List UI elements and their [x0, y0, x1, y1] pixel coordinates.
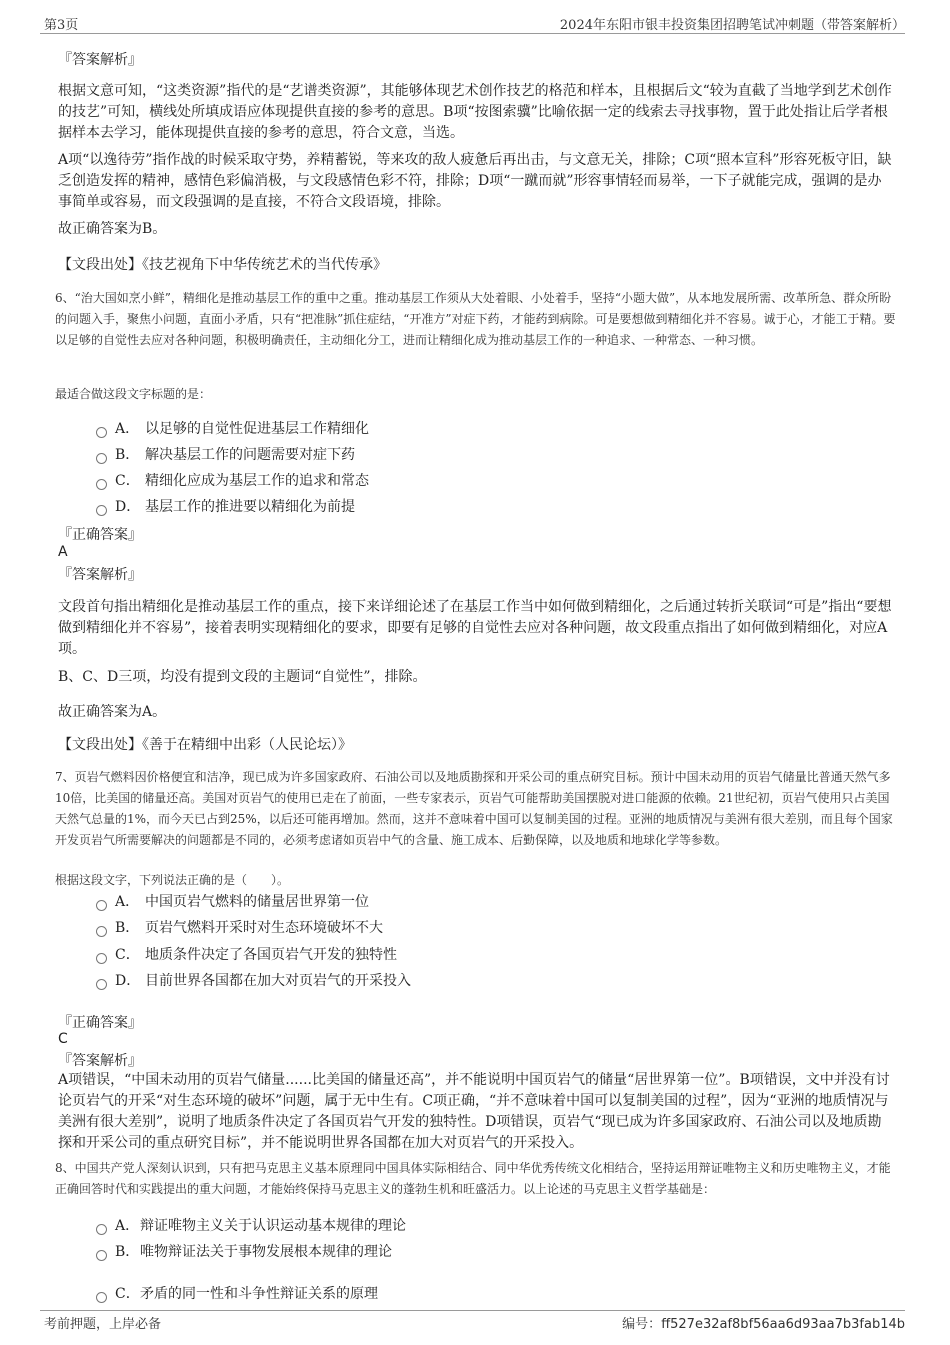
document-title: 2024年东阳市银丰投资集团招聘笔试冲刺题（带答案解析）	[559, 18, 905, 33]
analysis-paragraph: 根据文意可知，“这类资源”指代的是“艺谱类资源”，其能够体现艺术创作技艺的格范和样本，且根据后文“较为直截了当地学到艺术创作的技艺”可知，横线处所填成语应体现提供直接的参考的意思。B项“按图索骥”比喻依据一定的线索去寻找事物，置于此处指让后学者根据样本去学习，能体现提供直接的参考的意思，符合文意，当选。	[58, 83, 892, 141]
analysis-paragraph: 文段首句指出精细化是推动基层工作的重点，接下来详细论述了在基层工作当中如何做到精细化，之后通过转折关联词“可是”指出“要想做到精细化并不容易”，接着表明实现精细化的要求，即要有足够的自觉性去应对各种问题，故文段重点指出了如何做到精细化，对应A项。	[58, 599, 892, 657]
page-number: 第3页	[44, 18, 79, 33]
correct-answer: A	[58, 544, 68, 560]
question-8-text: 8、中国共产党人深刻认识到，只有把马克思主义基本原理同中国具体实际相结合、同中华优秀传统文化相结合，坚持运用辩证唯物主义和历史唯物主义，才能正确回答时代和实践提出的重大问题，才能始终保持马克思主义的蓬勃生机和旺盛活力。以上论述的马克思主义哲学基础是：	[55, 1161, 891, 1196]
footer-divider	[40, 1310, 905, 1311]
radio-icon[interactable]	[96, 953, 107, 964]
analysis-paragraph: A项“以逸待劳”指作战的时候采取守势，养精蓄锐，等来攻的敌人疲惫后再出击，与文意无关，排除；C项“照本宣科”形容死板守旧，缺乏创造发挥的精神，感情色彩偏消极，与文段感情色彩不符，排除；D项“一蹴而就”形容事情轻而易举，一下子就能完成，强调的是办事简单或容易，而文段强调的是直接，不符合文段语境，排除。	[58, 152, 892, 210]
radio-icon[interactable]	[96, 979, 107, 990]
answer-conclusion: 故正确答案为B。	[58, 221, 167, 237]
analysis-label: 『答案解析』	[58, 567, 142, 583]
radio-icon[interactable]	[96, 1224, 107, 1235]
document-id	[622, 1313, 905, 1332]
analysis-label: 『答案解析』	[58, 1053, 142, 1069]
analysis-paragraph: B、C、D三项，均没有提到文段的主题词“自觉性”，排除。	[58, 669, 427, 685]
radio-icon[interactable]	[96, 1250, 107, 1261]
correct-answer: C	[58, 1031, 68, 1047]
radio-icon[interactable]	[96, 1292, 107, 1303]
answer-conclusion: 故正确答案为A。	[58, 704, 167, 720]
analysis-paragraph: A项错误，“中国未动用的页岩气储量......比美国的储量还高”，并不能说明中国页岩气的储量“居世界第一位”。B项错误，文中并没有讨论页岩气的开采“对生态环境的破坏”问题，属于无中生有。C项正确，“并不意味着中国可以复制美国的过程”，因为“亚洲的地质情况与美洲有很大差别”，说明了地质条件决定了各国页岩气开发的独特性。D项错误，页岩气“现已成为许多国家政府、石油公司以及地质勘探和开采公司的重点研究目标”，并不能说明世界各国都在加大对页岩气的开采投入。	[58, 1072, 890, 1151]
radio-icon[interactable]	[96, 505, 107, 516]
radio-icon[interactable]	[96, 926, 107, 937]
question-6-text: 6、“治大国如烹小鲜”，精细化是推动基层工作的重中之重。推动基层工作须从大处着眼、小处着手，坚持“小题大做”，从本地发展所需、改革所急、群众所盼的问题入手，聚焦小问题，直面小矛盾，只有“把准脉”抓住症结，“开准方”对症下药，才能药到病除。可是要想做到精细化并不容易。诚于心，才能工于精。要以足够的自觉性去应对各种问题，积极明确责任，主动细化分工，进而让精细化成为推动基层工作的一种追求、一种常态、一种习惯。	[55, 291, 896, 347]
document-id-code: ff527e32af8bf56aa6d93aa7b3fab14b	[661, 1317, 905, 1332]
correct-answer-label: 『正确答案』	[58, 1015, 142, 1031]
question-7-prompt: 根据这段文字，下列说法正确的是（ ）。	[55, 873, 290, 887]
question-6-prompt: 最适合做这段文字标题的是：	[55, 387, 212, 401]
question-7-text: 7、页岩气燃料因价格便宜和洁净，现已成为许多国家政府、石油公司以及地质勘探和开采公司的重点研究目标。预计中国未动用的页岩气储量比普通天然气多10倍，比美国的储量还高。美国对页岩气的使用已走在了前面，一些专家表示，页岩气可能帮助美国摆脱对进口能源的依赖。21世纪初，页岩气使用只占美国天然气总量的1%，而今天已占到25%，以后还可能再增加。然而，这并不意味着中国可以复制美国的过程。亚洲的地质情况与美洲有很大差别，而且每个国家开发页岩气所需要解决的问题都是不同的，必须考虑诸如页岩中气的含量、施工成本、后勤保障，以及地质和地球化学等参数。	[55, 770, 893, 847]
analysis-label: 『答案解析』	[58, 52, 142, 68]
header-divider	[40, 33, 905, 34]
footer-slogan: 考前押题，上岸必备	[44, 1317, 162, 1332]
radio-icon[interactable]	[96, 479, 107, 490]
correct-answer-label: 『正确答案』	[58, 527, 142, 543]
source-citation: 【文段出处】《善于在精细中出彩（人民论坛）》	[58, 737, 352, 753]
radio-icon[interactable]	[96, 453, 107, 464]
source-citation: 【文段出处】《技艺视角下中华传统艺术的当代传承》	[58, 257, 387, 273]
document-id-label: 编号：	[622, 1317, 662, 1332]
radio-icon[interactable]	[96, 900, 107, 911]
radio-icon[interactable]	[96, 427, 107, 438]
